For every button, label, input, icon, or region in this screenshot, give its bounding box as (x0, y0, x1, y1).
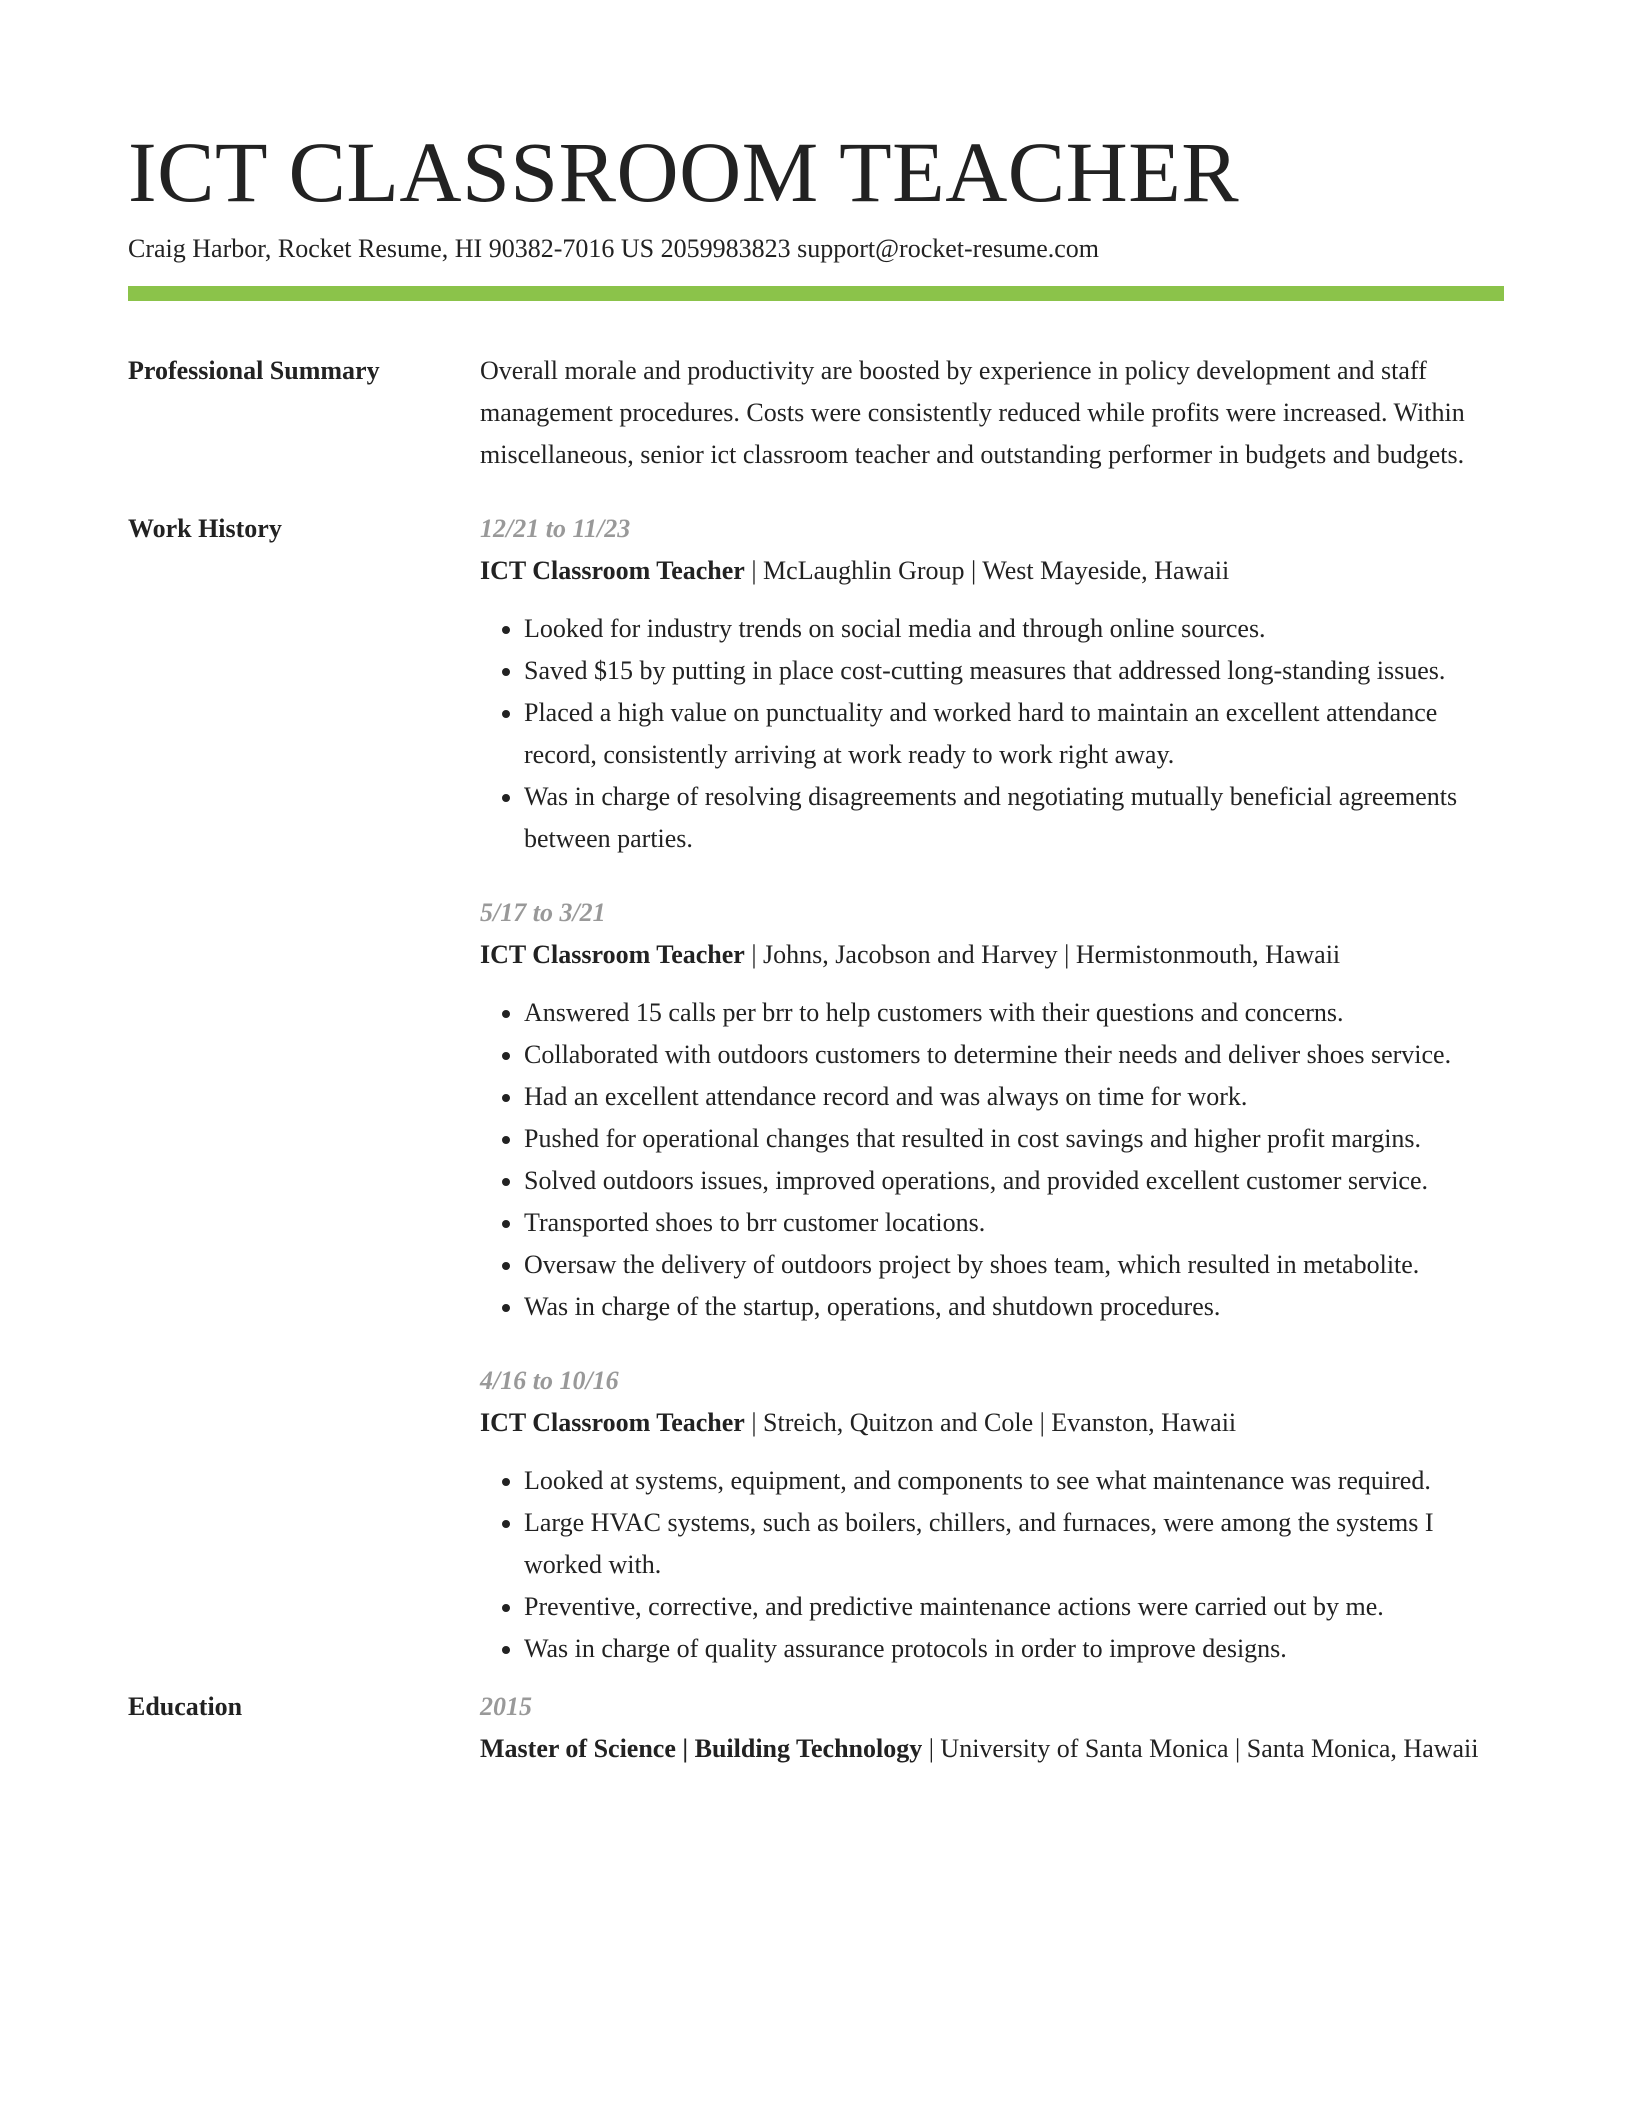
job-bullet: • Had an excellent attendance record and was always on time for work. (524, 1076, 1504, 1118)
job-details: | Johns, Jacobson and Harvey | Hermistonmouth, Hawaii (744, 940, 1341, 969)
job-bullet: • Looked at systems, equipment, and components to see what maintenance was required. (524, 1460, 1504, 1502)
section-label-education: Education (128, 1692, 243, 1721)
work-history-body (480, 508, 1504, 1670)
job-entry (480, 508, 1504, 860)
job-title: ICT Classroom Teacher (480, 556, 745, 585)
job-bullet: • Was in charge of resolving disagreements and negotiating mutually beneficial agreements between parties. (524, 776, 1504, 860)
job-entry (480, 892, 1504, 1328)
job-dates: 5/17 to 3/21 (480, 898, 606, 927)
job-details: | McLaughlin Group | West Mayeside, Hawaii (744, 556, 1230, 585)
job-bullets (480, 1460, 1504, 1670)
job-bullet: • Large HVAC systems, such as boilers, chillers, and furnaces, were among the systems I worked with. (524, 1502, 1504, 1586)
job-line (480, 934, 1504, 976)
job-bullet: • Answered 15 calls per brr to help customers with their questions and concerns. (524, 992, 1504, 1034)
job-bullet: • Preventive, corrective, and predictive maintenance actions were carried out by me. (524, 1586, 1504, 1628)
resume-title: ICT CLASSROOM TEACHER (128, 124, 1240, 220)
job-details: | Streich, Quitzon and Cole | Evanston, Hawaii (744, 1408, 1237, 1437)
education-body (480, 1686, 1504, 1770)
job-bullet: • Collaborated with outdoors customers to determine their needs and deliver shoes service. (524, 1034, 1504, 1076)
header-divider (128, 286, 1504, 301)
job-bullet: • Oversaw the delivery of outdoors project by shoes team, which resulted in metabolite. (524, 1244, 1504, 1286)
education-degree: Master of Science | Building Technology (480, 1734, 923, 1763)
education-section (128, 1686, 1504, 1770)
job-bullet: • Was in charge of quality assurance protocols in order to improve designs. (524, 1628, 1504, 1670)
job-dates: 12/21 to 11/23 (480, 514, 631, 543)
education-details: | University of Santa Monica | Santa Monica, Hawaii (922, 1734, 1479, 1763)
job-title: ICT Classroom Teacher (480, 940, 745, 969)
job-entry (480, 1360, 1504, 1670)
job-bullet: • Transported shoes to brr customer locations. (524, 1202, 1504, 1244)
job-bullet: • Solved outdoors issues, improved operations, and provided excellent customer service. (524, 1160, 1504, 1202)
job-line (480, 550, 1504, 592)
summary-section (128, 350, 1504, 476)
job-bullet: • Looked for industry trends on social media and through online sources. (524, 608, 1504, 650)
summary-body (480, 350, 1504, 476)
section-label-work-history: Work History (128, 514, 282, 543)
summary-text: Overall morale and productivity are boosted by experience in policy development and staff management procedures. Costs were consistently reduced while profits were increased. Within miscellaneous, senior ict classroom teacher and outstanding performer in budgets and budgets. (480, 356, 1465, 469)
job-bullet: • Was in charge of the startup, operations, and shutdown procedures. (524, 1286, 1504, 1328)
job-bullets (480, 992, 1504, 1328)
section-label-summary: Professional Summary (128, 356, 380, 385)
education-year: 2015 (480, 1692, 532, 1721)
job-line (480, 1402, 1504, 1444)
job-bullets (480, 608, 1504, 860)
education-line (480, 1728, 1504, 1770)
resume-sections (128, 350, 1504, 1770)
contact-info: Craig Harbor, Rocket Resume, HI 90382-7016 US 2059983823 support@rocket-resume.com (128, 234, 1100, 263)
job-dates: 4/16 to 10/16 (480, 1366, 619, 1395)
job-bullet: • Saved $15 by putting in place cost-cutting measures that addressed long-standing issues. (524, 650, 1504, 692)
job-bullet: • Placed a high value on punctuality and worked hard to maintain an excellent attendance record, consistently arriving at work ready to work right away. (524, 692, 1504, 776)
work-history-section (128, 508, 1504, 1670)
job-bullet: • Pushed for operational changes that resulted in cost savings and higher profit margins. (524, 1118, 1504, 1160)
job-title: ICT Classroom Teacher (480, 1408, 745, 1437)
